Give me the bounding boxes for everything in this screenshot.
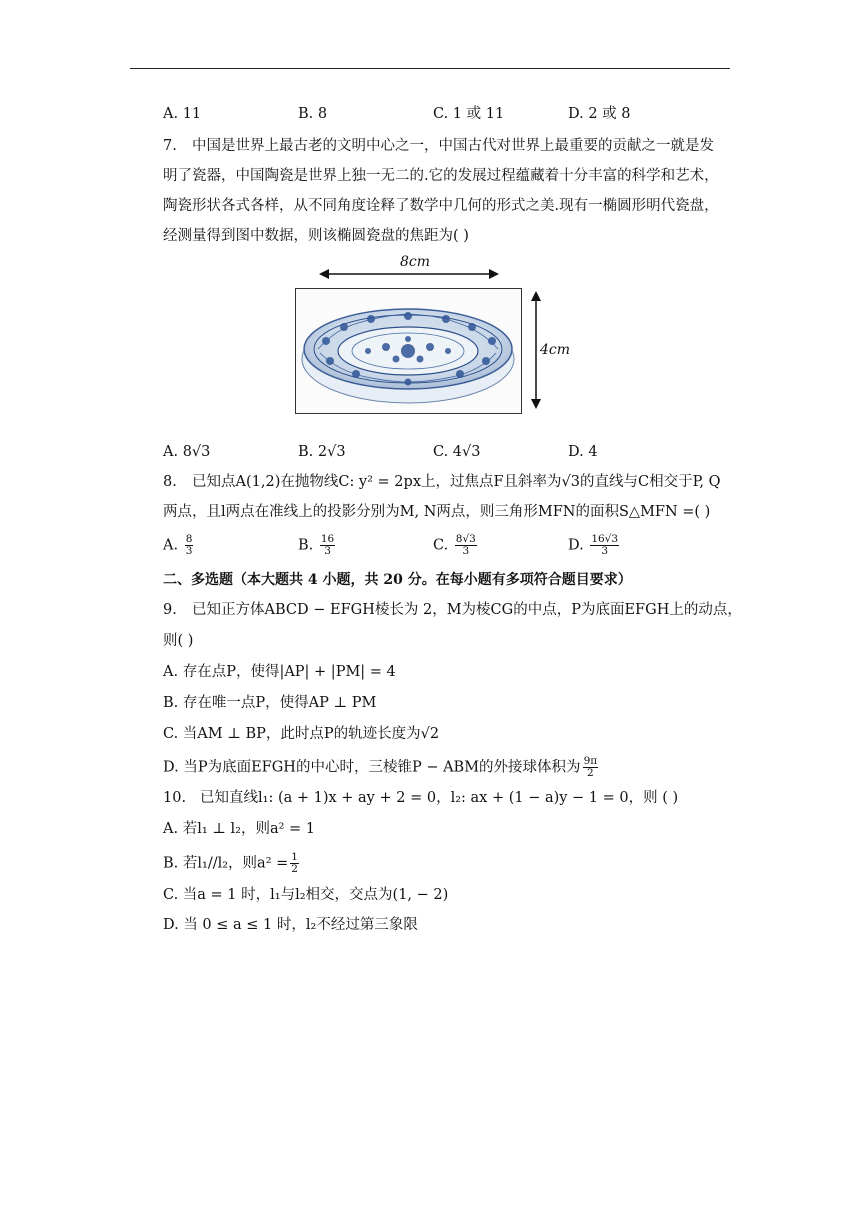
q9-option-c: C. 当AM ⊥ BP，此时点P的轨迹长度为√2 bbox=[163, 726, 440, 742]
height-label: 4cm bbox=[540, 342, 571, 358]
q10-option-c: C. 当a = 1 时，l₁与l₂相交，交点为(1, − 2) bbox=[163, 887, 449, 903]
q9-option-d-fraction: $\frac{9\pi}{2}$ bbox=[583, 755, 598, 779]
q8-option-d-fraction: $\frac{16√3}{3}$ bbox=[591, 533, 619, 557]
q8-option-b: B. $\frac{16}{3}$ bbox=[298, 533, 335, 557]
q7-line-4: 经测量得到图中数据，则该椭圆瓷盘的焦距为( ) bbox=[163, 228, 469, 244]
q8-option-a: A. $\frac{8}{3}$ bbox=[163, 533, 193, 557]
q8-option-c: C. $\frac{8√3}{3}$ bbox=[433, 533, 476, 557]
q10-option-d: D. 当 0 ≤ a ≤ 1 时，l₂不经过第三象限 bbox=[163, 917, 418, 933]
q8-option-c-fraction: $\frac{8√3}{3}$ bbox=[455, 533, 476, 557]
q8-line-2: 两点，且l两点在准线上的投影分别为M, N两点，则三角形MFN的面积S△MFN =( ) bbox=[163, 504, 711, 520]
header-rule bbox=[130, 68, 730, 69]
q10-option-b: B. 若l₁//l₂，则a² = $\frac{1}{2}$ bbox=[163, 851, 298, 875]
q7-line-3: 陶瓷形状各式各样，从不同角度诠释了数学中几何的形式之美.现有一椭圆形明代瓷盘， bbox=[163, 198, 719, 214]
q8-line-1: 已知点A(1,2)在抛物线C: y² = 2px上，过焦点F且斜率为√3的直线与C相交于P, Q bbox=[192, 474, 721, 490]
q10-number: 10. bbox=[163, 790, 187, 806]
q9-option-d: D. 当P为底面EFGH的中心时，三棱锥P − ABM的外接球体积为 $\frac{9\pi}{2}$ bbox=[163, 755, 598, 779]
q7-line-1: 中国是世界上最古老的文明中心之一，中国古代对世界上最重要的贡献之一就是发 bbox=[192, 138, 714, 154]
q9-line-1: 已知正方体ABCD − EFGH棱长为 2，M为棱CG的中点，P为底面EFGH上的动点， bbox=[192, 602, 742, 618]
q7-number: 7. bbox=[163, 138, 177, 154]
q8-option-d: D. $\frac{16√3}{3}$ bbox=[568, 533, 619, 557]
q8-option-a-fraction: $\frac{8}{3}$ bbox=[185, 533, 193, 557]
section-heading: 二、多选题（本大题共 4 小题，共 20 分。在每小题有多项符合题目要求） bbox=[163, 572, 632, 588]
q10-stem: 已知直线l₁: (a + 1)x + ay + 2 = 0，l₂: ax + (1 − a)y − 1 = 0，则 ( ) bbox=[200, 790, 679, 806]
q8-option-b-fraction: $\frac{16}{3}$ bbox=[320, 533, 335, 557]
q7-option-a: A. 8√3 bbox=[163, 444, 211, 460]
q6-option-a: A. 11 bbox=[163, 106, 202, 122]
q8-number: 8. bbox=[163, 474, 177, 490]
q9-option-b: B. 存在唯一点P，使得AP ⊥ PM bbox=[163, 695, 377, 711]
q7-option-b: B. 2√3 bbox=[298, 444, 346, 460]
q9-line-2: 则( ) bbox=[163, 633, 194, 649]
q6-option-c: C. 1 或 11 bbox=[433, 106, 505, 122]
q6-option-d: D. 2 或 8 bbox=[568, 106, 631, 122]
plate-photo bbox=[295, 288, 522, 414]
q9-number: 9. bbox=[163, 602, 177, 618]
plate-image bbox=[296, 289, 521, 413]
q7-option-c: C. 4√3 bbox=[433, 444, 481, 460]
width-label: 8cm bbox=[400, 254, 431, 270]
q10-option-a: A. 若l₁ ⊥ l₂，则a² = 1 bbox=[163, 821, 315, 837]
q6-option-b: B. 8 bbox=[298, 106, 328, 122]
q9-option-a: A. 存在点P，使得|AP| + |PM| = 4 bbox=[163, 664, 396, 680]
q7-option-d: D. 4 bbox=[568, 444, 598, 460]
q7-line-2: 明了瓷器，中国陶瓷是世界上独一无二的.它的发展过程蕴藏着十分丰富的科学和艺术， bbox=[163, 168, 719, 184]
plate-figure bbox=[295, 252, 585, 412]
width-arrow bbox=[295, 252, 585, 292]
q10-option-b-fraction: $\frac{1}{2}$ bbox=[291, 851, 298, 875]
